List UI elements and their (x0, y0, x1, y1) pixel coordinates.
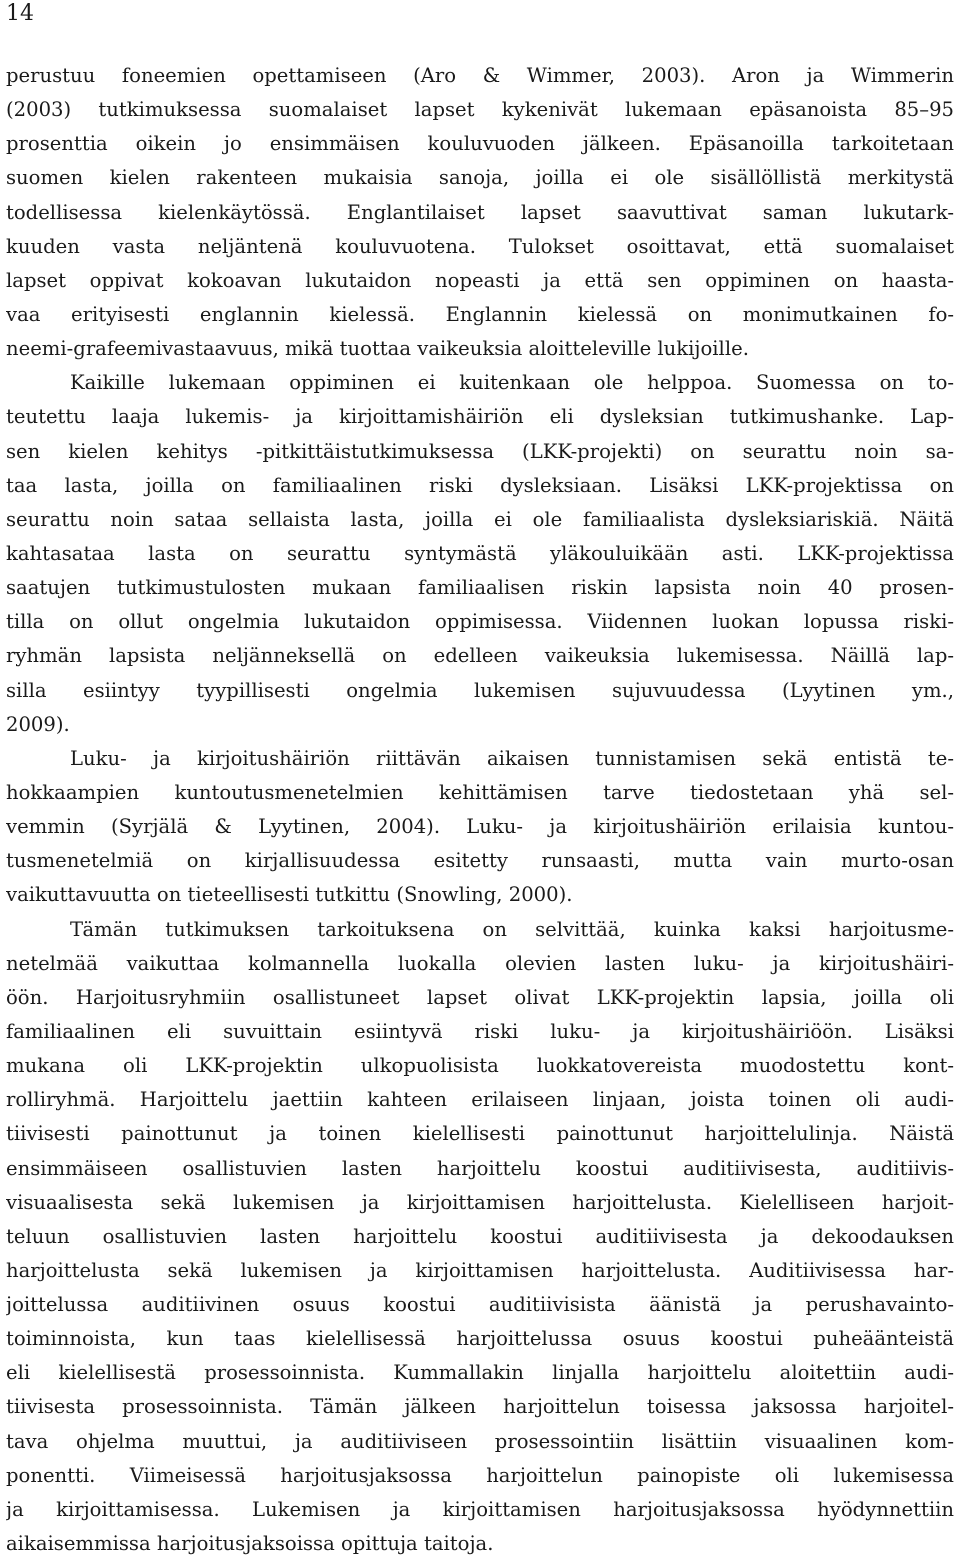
page-number: 14 (6, 1, 34, 26)
text-line: lapset oppivat kokoavan lukutaidon nopeasti ja että sen oppiminen on haasta- (6, 268, 954, 292)
text-line: öön. Harjoitusryhmiin osallistuneet lapset olivat LKK-projektin lapsia, joilla oli (6, 985, 954, 1009)
text-line: prosenttia oikein jo ensimmäisen kouluvuoden jälkeen. Epäsanoilla tarkoitetaan (6, 132, 954, 156)
text-line: ponentti. Viimeisessä harjoitusjaksossa harjoittelun painopiste oli lukemisessa (6, 1463, 954, 1487)
text-line: toiminnoista, kun taas kielellisessä harjoittelussa osuus koostui puheäänteistä (6, 1327, 954, 1351)
text-line: ensimmäiseen osallistuvien lasten harjoittelu koostui auditiivisesta, auditiivis- (6, 1156, 954, 1180)
text-line: 2009). (6, 712, 70, 736)
text-line: neemi-grafeemivastaavuus, mikä tuottaa vaikeuksia aloitteleville lukijoille. (6, 337, 749, 361)
text-line: aikaisemmissa harjoitusjaksoissa opittuja taitoja. (6, 1532, 494, 1556)
text-line: tilla on ollut ongelmia lukutaidon oppimisessa. Viidennen luokan lopussa riski- (6, 610, 954, 634)
text-line: vemmin (Syrjälä & Lyytinen, 2004). Luku- ja kirjoitushäiriön erilaisia kuntou- (6, 815, 954, 839)
paragraph (6, 742, 954, 913)
text-line: mukana oli LKK-projektin ulkopuolisista luokkatovereista muodostettu kont- (6, 1054, 954, 1078)
text-line: ryhmän lapsista neljänneksellä on edelleen vaikeuksia lukemisessa. Näillä lap- (6, 644, 954, 668)
text-line: suomen kielen rakenteen mukaisia sanoja, joilla ei ole sisällöllistä merkitystä (6, 166, 954, 190)
text-line: taa lasta, joilla on familiaalinen riski dysleksiaan. Lisäksi LKK-projektissa on (6, 473, 954, 497)
text-line: ja kirjoittamisessa. Lukemisen ja kirjoittamisen harjoitusjaksossa hyödynnettiin (6, 1497, 954, 1521)
text-line: vaa erityisesti englannin kielessä. Englannin kielessä on monimutkainen fo- (6, 302, 954, 326)
text-line: rolliryhmä. Harjoittelu jaettiin kahteen erilaiseen linjaan, joista toinen oli audi- (6, 1088, 954, 1112)
paragraph (6, 366, 954, 742)
text-line: tiivisesta prosessoinnista. Tämän jälkeen harjoittelun toisessa jaksossa harjoitel- (6, 1395, 954, 1419)
text-line: seurattu noin sataa sellaista lasta, joilla ei ole familiaalista dysleksiariskiä. Näitä (6, 507, 954, 531)
text-line: vaikuttavuutta on tieteellisesti tutkittu (Snowling, 2000). (6, 883, 573, 907)
text-line: kahtasataa lasta on seurattu syntymästä yläkouluikään asti. LKK-projektissa (6, 541, 954, 565)
text-line: sen kielen kehitys -pitkittäistutkimuksessa (LKK-projekti) on seurattu noin sa- (6, 439, 954, 463)
paragraph (6, 59, 954, 366)
body-text (6, 59, 954, 1561)
text-line: saatujen tutkimustulosten mukaan familiaalisen riskin lapsista noin 40 prosen- (6, 576, 954, 600)
paragraph (6, 913, 954, 1561)
text-line: silla esiintyy tyypillisesti ongelmia lukemisen sujuvuudessa (Lyytinen ym., (6, 678, 954, 702)
text-line: familiaalinen eli suvuittain esiintyvä riski luku- ja kirjoitushäiriöön. Lisäksi (6, 1019, 954, 1043)
text-line: teluun osallistuvien lasten harjoittelu koostui auditiivisesta ja dekoodauksen (6, 1224, 954, 1248)
text-line: tusmenetelmiä on kirjallisuudessa esitetty runsaasti, mutta vain murto-osan (6, 849, 954, 873)
text-line: perustuu foneemien opettamiseen (Aro & Wimmer, 2003). Aron ja Wimmerin (6, 64, 954, 87)
text-line: Luku- ja kirjoitushäiriön riittävän aikaisen tunnistamisen sekä entistä te- (70, 746, 954, 770)
text-line: visuaalisesta sekä lukemisen ja kirjoittamisen harjoittelusta. Kielelliseen harjoit- (6, 1190, 954, 1214)
text-line: eli kielellisestä prosessoinnista. Kummallakin linjalla harjoittelu aloitettiin audi- (6, 1361, 954, 1385)
text-line: harjoittelusta sekä lukemisen ja kirjoittamisen harjoittelusta. Auditiivisessa har- (6, 1258, 954, 1282)
text-line: (2003) tutkimuksessa suomalaiset lapset kykenivät lukemaan epäsanoista 85–95 (6, 98, 954, 122)
text-line: tiivisesti painottunut ja toinen kielellisesti painottunut harjoittelulinja. Näistä (6, 1122, 954, 1146)
text-line: Tämän tutkimuksen tarkoituksena on selvittää, kuinka kaksi harjoitusme- (70, 917, 954, 941)
text-line: Kaikille lukemaan oppiminen ei kuitenkaan ole helppoa. Suomessa on to- (70, 371, 954, 395)
text-line: joittelussa auditiivinen osuus koostui auditiivisista äänistä ja perushavainto- (6, 1293, 954, 1317)
text-line: netelmää vaikuttaa kolmannella luokalla olevien lasten luku- ja kirjoitushäiri- (6, 951, 954, 975)
text-line: hokkaampien kuntoutusmenetelmien kehittämisen tarve tiedostetaan yhä sel- (6, 780, 954, 804)
text-line: tava ohjelma muuttui, ja auditiiviseen prosessointiin lisättiin visuaalinen kom- (6, 1429, 954, 1453)
text-line: todellisessa kielenkäytössä. Englantilaiset lapset saavuttivat saman lukutark- (6, 200, 954, 224)
text-line: teutettu laaja lukemis- ja kirjoittamishäiriön eli dysleksian tutkimushanke. Lap- (6, 405, 954, 429)
text-line: kuuden vasta neljäntenä kouluvuotena. Tulokset osoittavat, että suomalaiset (6, 234, 954, 258)
